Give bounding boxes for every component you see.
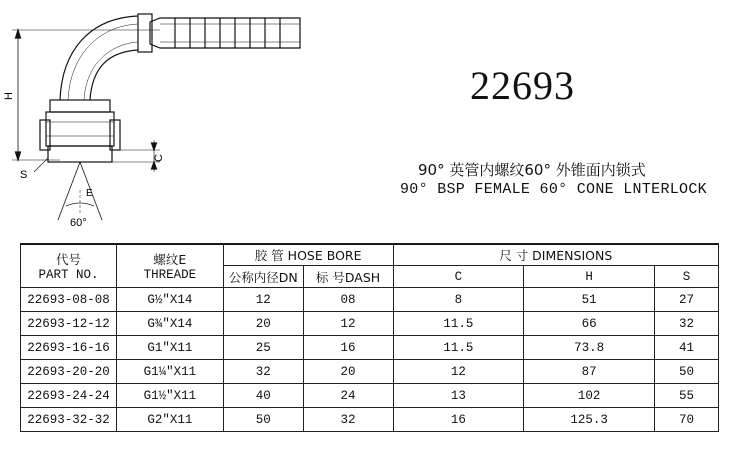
cell-part: 22693-24-24 [21, 384, 117, 408]
cell-dash: 08 [303, 288, 393, 312]
table-row [21, 288, 719, 312]
header-part-en: PART NO. [38, 267, 99, 282]
cone-angle-label: 60° [70, 217, 87, 229]
cell-h: 102 [524, 384, 655, 408]
cell-h: 87 [524, 360, 655, 384]
cell-thread: G1¼″X11 [116, 360, 223, 384]
table-row [21, 312, 719, 336]
cell-thread: G1½″X11 [116, 384, 223, 408]
cell-s: 70 [655, 408, 719, 432]
cell-s: 55 [655, 384, 719, 408]
cell-part: 22693-08-08 [21, 288, 117, 312]
cell-dn: 20 [223, 312, 303, 336]
header-dash: 标 号DASH [303, 266, 393, 288]
cell-dn: 40 [223, 384, 303, 408]
fitting-drawing [0, 0, 400, 240]
cell-thread: G1″X11 [116, 336, 223, 360]
cell-dn: 32 [223, 360, 303, 384]
cell-c: 13 [393, 384, 524, 408]
header-h: H [524, 266, 655, 288]
part-number: 22693 [470, 63, 575, 108]
title-english: 90° BSP FEMALE 60° CONE LNTERLOCK [400, 181, 707, 198]
dim-s-label: S [20, 169, 28, 181]
header-dimensions: 尺 寸 DIMENSIONS [393, 244, 719, 266]
header-c: C [393, 266, 524, 288]
cell-dn: 50 [223, 408, 303, 432]
cell-thread: G¾″X14 [116, 312, 223, 336]
cell-part: 22693-20-20 [21, 360, 117, 384]
cell-dash: 32 [303, 408, 393, 432]
dim-h-label: H [3, 92, 15, 100]
cell-h: 51 [524, 288, 655, 312]
header-thread-en: THREADE [143, 267, 197, 282]
header-hose-bore: 胶 管 HOSE BORE [223, 244, 393, 266]
table-row [21, 384, 719, 408]
cell-s: 41 [655, 336, 719, 360]
cell-c: 11.5 [393, 312, 524, 336]
header-thread-cn: 螺纹E [153, 251, 187, 267]
cell-s: 27 [655, 288, 719, 312]
cell-dn: 25 [223, 336, 303, 360]
cell-dash: 20 [303, 360, 393, 384]
cell-thread: G2″X11 [116, 408, 223, 432]
cell-s: 50 [655, 360, 719, 384]
header-dn: 公称内径DN [223, 266, 303, 288]
table-row [21, 408, 719, 432]
cell-c: 8 [393, 288, 524, 312]
cell-dn: 12 [223, 288, 303, 312]
title-chinese: 90° 英管内螺纹60° 外锥面内锁式 [418, 161, 646, 179]
cell-dash: 24 [303, 384, 393, 408]
cell-c: 16 [393, 408, 524, 432]
spec-table [20, 243, 719, 432]
cell-part: 22693-12-12 [21, 312, 117, 336]
cell-h: 125.3 [524, 408, 655, 432]
header-thread [116, 244, 223, 288]
cell-c: 11.5 [393, 336, 524, 360]
cell-part: 22693-32-32 [21, 408, 117, 432]
header-part-cn: 代号 [55, 251, 81, 267]
cell-h: 66 [524, 312, 655, 336]
cell-c: 12 [393, 360, 524, 384]
header-s: S [655, 266, 719, 288]
cell-part: 22693-16-16 [21, 336, 117, 360]
cell-h: 73.8 [524, 336, 655, 360]
cell-dash: 12 [303, 312, 393, 336]
dim-e-label: E [86, 188, 93, 199]
dim-c-label: C [153, 154, 165, 162]
cell-thread: G½″X14 [116, 288, 223, 312]
cell-dash: 16 [303, 336, 393, 360]
cell-s: 32 [655, 312, 719, 336]
table-row [21, 336, 719, 360]
header-part-no [21, 244, 117, 288]
table-row [21, 360, 719, 384]
